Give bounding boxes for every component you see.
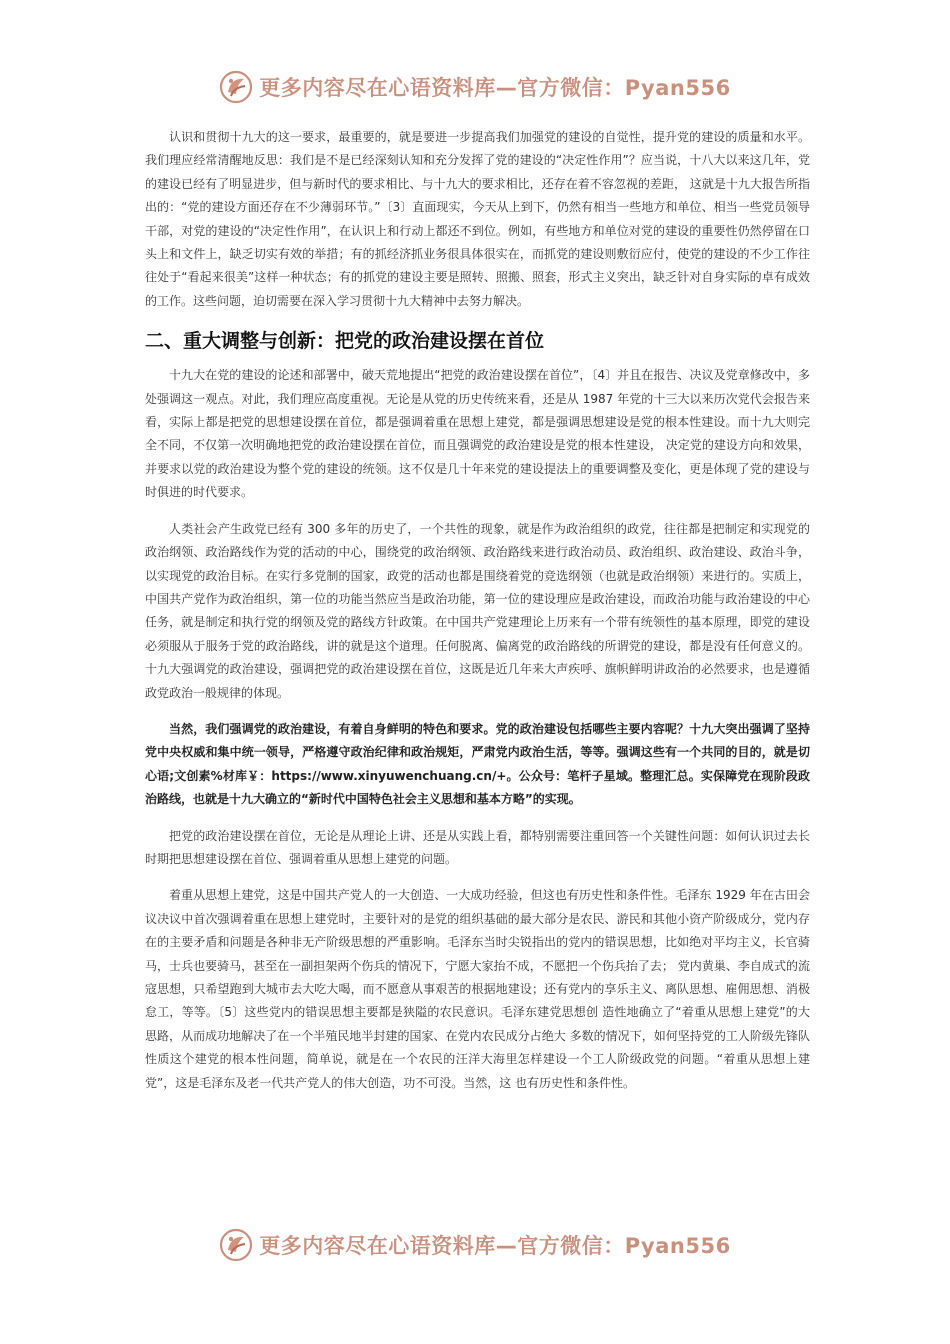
watermark-text: 更多内容尽在心语资料库—官方微信：Pyan556 bbox=[259, 1234, 731, 1258]
watermark-logo-icon bbox=[219, 70, 253, 104]
paragraph: 认识和贯彻十九大的这一要求，最重要的，就是要进一步提高我们加强党的建设的自觉性，提升党的建设的质量和水平。我们理应经常清醒地反思：我们是不是已经深刻认知和充分发挥了党的建设的“决定性作用”？应当说，十八大以来这几年，党的建设已经有了明显进步，但与新时代的要求相比、与十九大的要求相比，还存在着不容忽视的差距， 这就是十九大报告所指出的：“党的建设方面还存在不少薄弱环节。”〔3〕直面现实，今天从上到下，仍然有相当一些地方和单位、相当一些党员领导干部，对党的建设的“决定性作用”，在认识上和行动上都还不到位。例如，有些地方和单位对党的建设的重要性仍然停留在口头上和文件上，缺乏切实有效的举措；有的抓经济抓业务很具体很实在，而抓党的建设则敷衍应付，使党的建设的不少工作往往处于“看起来很美”这样一种状态；有的抓党的建设主要是照转、照搬、照套，形式主义突出，缺乏针对自身实际的卓有成效的工作。这些问题，迫切需要在深入学习贯彻十九大精神中去努力解决。 bbox=[145, 130, 810, 308]
paragraph-emphasis: 当然，我们强调党的政治建设，有着自身鲜明的特色和要求。党的政治建设包括哪些主要内容呢？十九大突出强调了坚持党中央权威和集中统一领导，严格遵守政治纪律和政治规矩，严肃党内政治生活，等等。强调这些有一个共同的目的，就是切心语;文创素%材库￥：https://www.xinyuwenchuang.cn/+。公众号：笔杆子星域。整理汇总。实保障党在现阶段政治路线，也就是十九大确立的“新时代中国特色社会主义思想和基本方略”的实现。 bbox=[145, 721, 810, 807]
watermark-text: 更多内容尽在心语资料库—官方微信：Pyan556 bbox=[259, 76, 731, 100]
paragraph: 十九大在党的建设的论述和部署中，破天荒地提出“把党的政治建设摆在首位”，〔4〕并且在报告、决议及党章修改中，多处强调这一观点。对此，我们理应高度重视。无论是从党的历史传统来看，还是从 1987 年党的十三大以来历次党代会报告来看，实际上都是把党的思想建设摆在首位，都是强调着重在思想上建党，都是强调思想建设是党的根本性建设。而十九大则完全不同，不仅第一次明确地把党的政治建设摆在首位，而且强调党的政治建设是党的根本性建设， 决定党的建设方向和效果，并要求以党的政治建设为整个党的建设的统领。这不仅是几十年来党的建设提法上的重要调整及变化，更是体现了党的建设与时俱进的时代要求。 bbox=[145, 368, 810, 500]
watermark-header bbox=[0, 70, 950, 104]
document-body bbox=[145, 126, 810, 1108]
section-heading: 二、重大调整与创新：把党的政治建设摆在首位 bbox=[145, 330, 545, 353]
paragraph: 人类社会产生政党已经有 300 多年的历史了，一个共性的现象，就是作为政治组织的政党，往往都是把制定和实现党的政治纲领、政治路线作为党的活动的中心，围绕党的政治纲领、政治路线来进行政治动员、政治组织、政治建设、政治斗争，以实现党的政治目标。在实行多党制的国家，政党的活动也都是围绕着党的竞选纲领（也就是政治纲领）来进行的。实质上，中国共产党作为政治组织，第一位的功能当然应当是政治功能，第一位的建设理应是政治建设，而政治功能与政治建设的中心任务，就是制定和执行党的纲领及党的路线方针政策。在中国共产党建理论上历来有一个带有统领性的基本原理，即党的建设必须服从于服务于党的政治路线，讲的就是这个道理。任何脱离、偏离党的政治路线的所谓党的建设，都是没有任何意义的。十九大强调党的政治建设，强调把党的政治建设摆在首位，这既是近几年来大声疾呼、旗帜鲜明讲政治的必然要求，也是遵循政党政治一般规律的体现。 bbox=[145, 521, 810, 700]
watermark-footer bbox=[0, 1228, 950, 1262]
paragraph: 把党的政治建设摆在首位，无论是从理论上讲、还是从实践上看，都特别需要注重回答一个关键性问题：如何认识过去长时期把思想建设摆在首位、强调着重从思想上建党的问题。 bbox=[145, 828, 810, 866]
watermark-logo-icon bbox=[219, 1228, 253, 1262]
paragraph: 着重从思想上建党，这是中国共产党人的一大创造、一大成功经验，但这也有历史性和条件性。毛泽东 1929 年在古田会议决议中首次强调着重在思想上建党时，主要针对的是党的组织基础的最大部分是农民、游民和其他小资产阶级成分，党内存在的主要矛盾和问题是各种非无产阶级思想的严重影响。毛泽东当时尖锐指出的党内的错误思想，比如绝对平均主义，长官骑马，士兵也要骑马，甚至在一副担架两个伤兵的情况下，宁愿大家抬不成，不愿把一个伤兵抬了去； 党内黄巢、李自成式的流寇思想，只希望跑到大城市去大吃大喝，而不愿意从事艰苦的根据地建设；还有党内的享乐主义、离队思想、雇佣思想、消极怠工，等等。〔5〕这些党内的错误思想主要都是狭隘的农民意识。毛泽东建党思想创 造性地确立了“着重从思想上建党”的大思路，从而成功地解决了在一个半殖民地半封建的国家、在党内农民成分占绝大 多数的情况下，如何坚持党的工人阶级先锋队性质这个建党的根本性问题，简单说，就是在一个农民的汪洋大海里怎样建设一个工人阶级政党的问题。“着重从思想上建党”，这是毛泽东及老一代共产党人的伟大创造，功不可没。当然，这 也有历史性和条件性。 bbox=[145, 888, 810, 1090]
